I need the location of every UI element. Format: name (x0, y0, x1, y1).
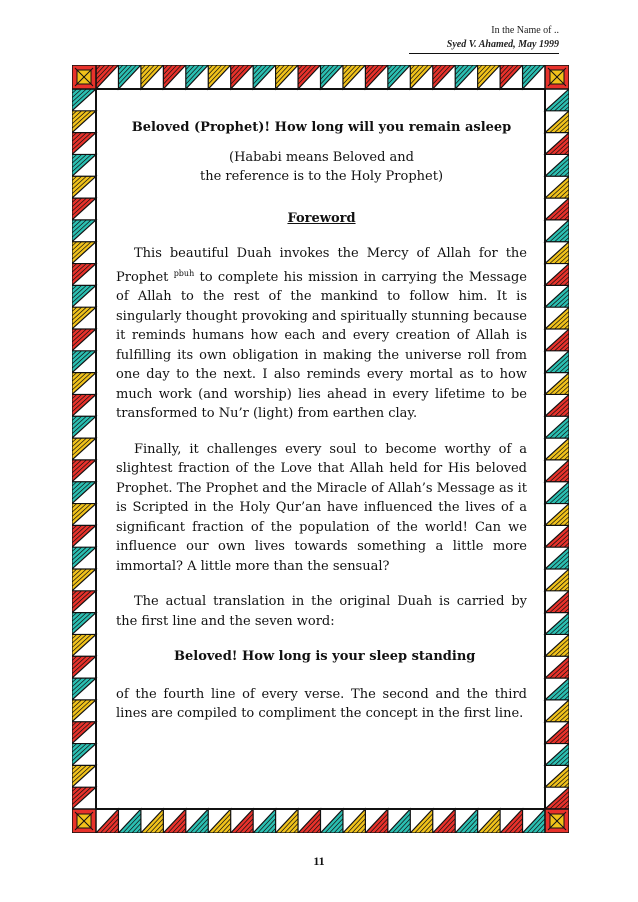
header-author: Syed V. Ahamed, May 1999 (446, 39, 559, 50)
paragraph-3: The actual translation in the original Duah is carried by the first line and the seven word: (116, 594, 527, 629)
paragraph-4: of the fourth line of every verse. The second and the third lines are compiled to compliment the concept in the first line. (116, 686, 527, 721)
header-line-1: In the Name of .. (491, 25, 559, 36)
header-rule (409, 53, 559, 54)
page-number: 11 (313, 854, 325, 868)
paragraph-1-start: This beautiful Duah invokes the Mercy of Allah for the Prophet (116, 246, 527, 285)
subtitle-line-1: (Hababi means Beloved and (229, 149, 414, 165)
paragraph-1-rest: to complete his mission in carrying the Message of Allah to the rest of the mankind to follow him. It is singularly thought provoking and spiritually stunning because it reminds humans how each and every creation of Allah is fulfilling its own obligation in making the universe roll from one day to the next. I also reminds every mortal as to how much work (and worship) lies ahead in every lifetime to be transformed to Nu’r (light) from earthen clay. (116, 269, 527, 421)
quoted-line: Beloved! How long is your sleep standing (174, 649, 476, 664)
subtitle (116, 148, 527, 187)
section-heading: Foreword (287, 210, 356, 226)
page-content (116, 118, 527, 724)
pbuh-superscript: pbuh (173, 268, 195, 278)
subtitle-line-2: the reference is to the Holy Prophet) (199, 169, 444, 184)
page-header (447, 24, 559, 52)
page-title: Beloved (Prophet)! How long will you remain asleep (131, 120, 512, 135)
paragraph-2: Finally, it challenges every soul to become worthy of a slightest fraction of the Love that Allah held for His beloved Prophet. The Prophet and the Miracle of Allah’s Message as it is Scripted in the Holy Qur’an have influenced the lives of a significant fraction of the population of the world! Can we influence our own lives towards something a little more immortal? A little more than the sensual? (116, 441, 527, 574)
paragraph-1 (116, 244, 527, 424)
